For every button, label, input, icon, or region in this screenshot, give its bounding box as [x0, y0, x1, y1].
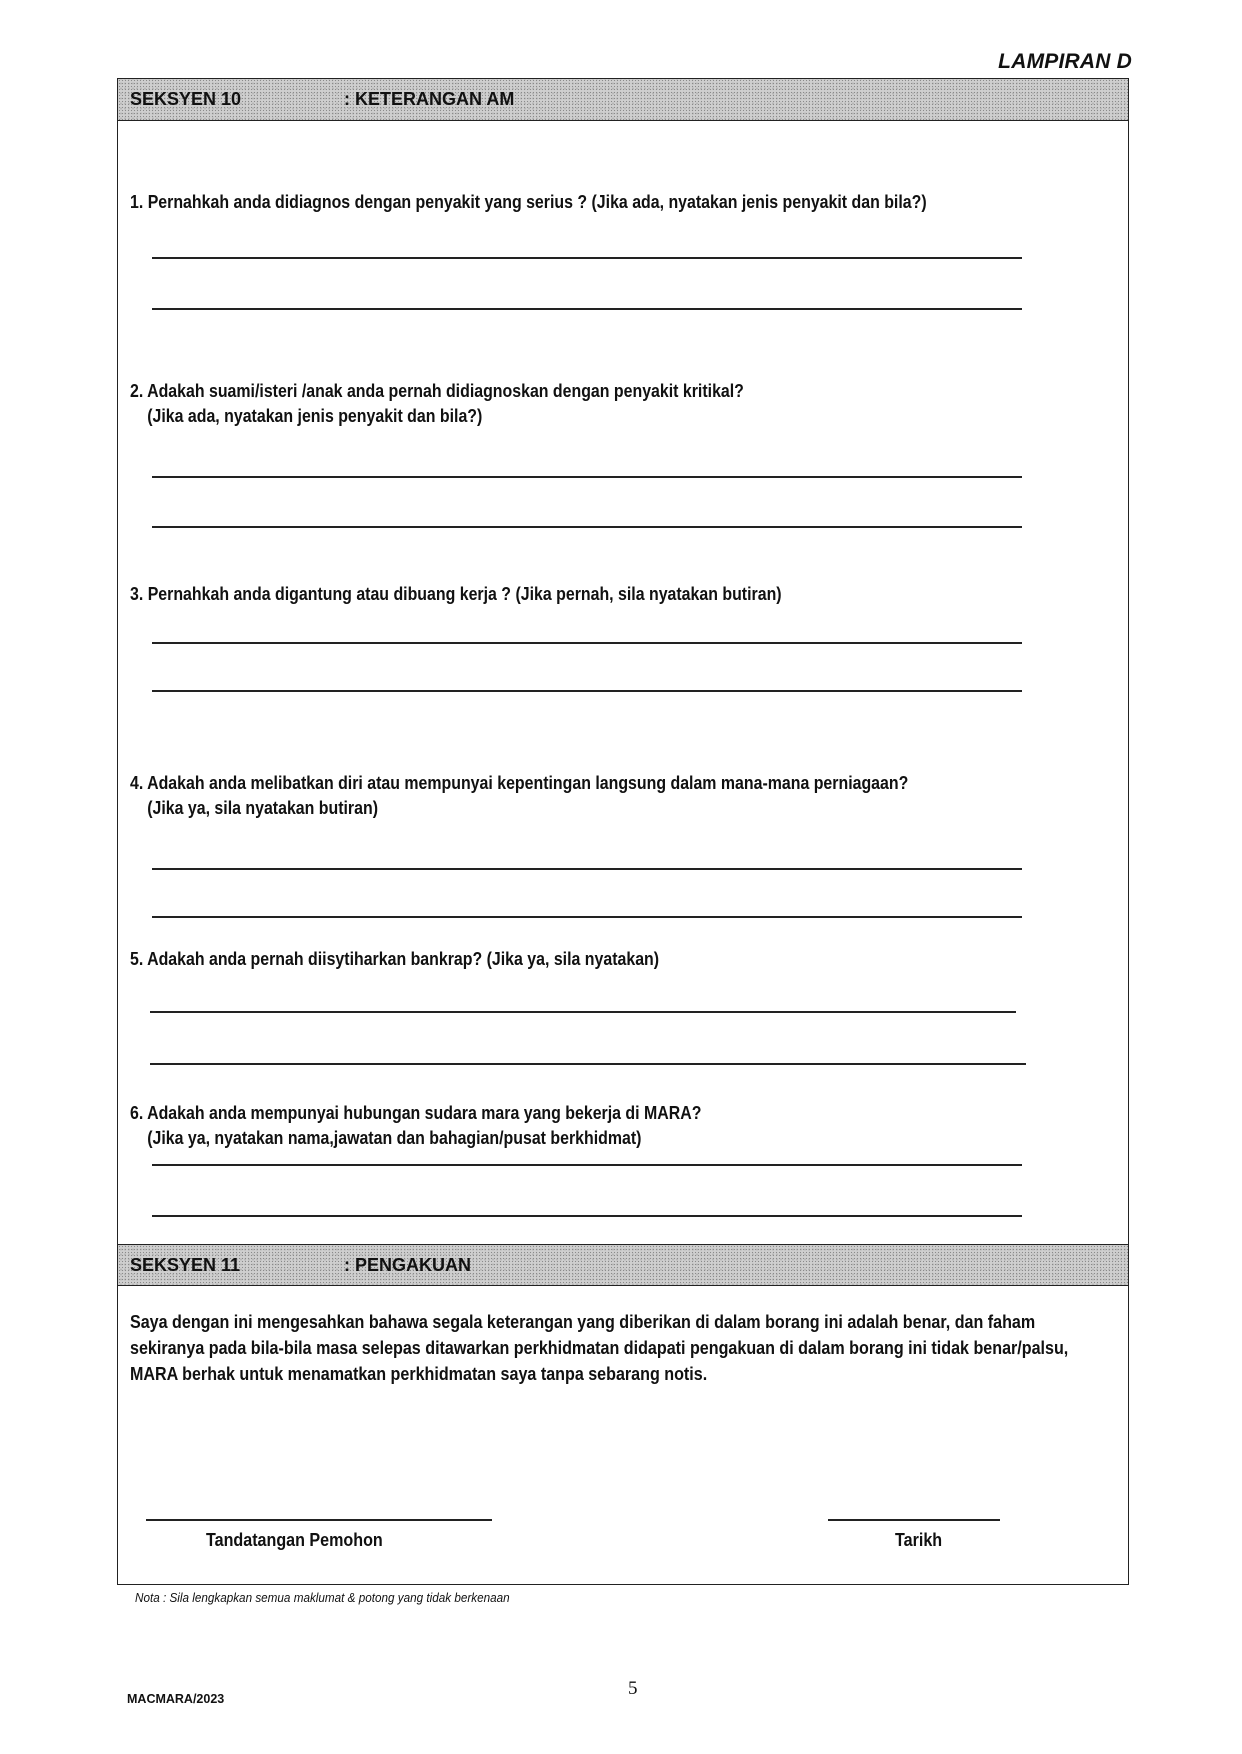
- declaration-text: Saya dengan ini mengesahkan bahawa segala keterangan yang diberikan di dalam borang ini adalah benar, dan faham sekiranya pada bila-bila masa selepas ditawarkan perkhidmatan didapati pengakuan di dalam borang ini tidak benar/palsu, MARA berhak untuk menamatkan perkhidmatan saya tanpa sebarang notis.: [130, 1311, 1069, 1384]
- section-11-number: SEKSYEN 11: [130, 1255, 241, 1275]
- section-10-title: : KETERANGAN AM: [344, 89, 515, 109]
- question-2-text: 2. Adakah suami/isteri /anak anda pernah didiagnoskan dengan penyakit kritikal?: [130, 380, 744, 401]
- answer-line-4b[interactable]: [152, 916, 1022, 918]
- question-6: [130, 1100, 701, 1150]
- question-1-text: 1. Pernahkah anda didiagnos dengan penyakit yang serius ? (Jika ada, nyatakan jenis penyakit dan bila?): [130, 191, 927, 212]
- answer-line-3a[interactable]: [152, 642, 1022, 644]
- question-4-text: 4. Adakah anda melibatkan diri atau mempunyai kepentingan langsung dalam mana-mana perniagaan?: [130, 772, 909, 793]
- date-label: Tarikh: [895, 1529, 943, 1550]
- answer-line-2b[interactable]: [152, 526, 1022, 528]
- footnote: Nota : Sila lengkapkan semua maklumat & potong yang tidak berkenaan: [135, 1590, 510, 1605]
- question-3-text: 3. Pernahkah anda digantung atau dibuang kerja ? (Jika pernah, sila nyatakan butiran): [130, 583, 782, 604]
- answer-line-4a[interactable]: [152, 868, 1022, 870]
- question-2: [130, 378, 744, 428]
- question-3: [130, 581, 782, 606]
- question-4: [130, 770, 908, 820]
- question-6-subtext: (Jika ya, nyatakan nama,jawatan dan bahagian/pusat berkhidmat): [147, 1127, 642, 1148]
- section-10-header: [118, 79, 1128, 121]
- question-4-subtext: (Jika ya, sila nyatakan butiran): [147, 797, 378, 818]
- answer-line-5b[interactable]: [150, 1063, 1026, 1065]
- form-code: MACMARA/2023: [127, 1692, 225, 1706]
- signature-line[interactable]: [146, 1519, 492, 1521]
- section-10-number: SEKSYEN 10: [130, 89, 242, 109]
- section-11-header: [118, 1244, 1128, 1286]
- answer-line-1b[interactable]: [152, 308, 1022, 310]
- section-11-title: : PENGAKUAN: [344, 1255, 472, 1275]
- answer-line-6b[interactable]: [152, 1215, 1022, 1217]
- signature-label: Tandatangan Pemohon: [206, 1529, 383, 1550]
- question-2-subtext: (Jika ada, nyatakan jenis penyakit dan bila?): [147, 405, 483, 426]
- answer-line-6a[interactable]: [152, 1164, 1022, 1166]
- answer-line-2a[interactable]: [152, 476, 1022, 478]
- question-5-text: 5. Adakah anda pernah diisytiharkan bankrap? (Jika ya, sila nyatakan): [130, 948, 660, 969]
- appendix-label: LAMPIRAN D: [998, 50, 1132, 73]
- answer-line-1a[interactable]: [152, 257, 1022, 259]
- page-number: 5: [628, 1678, 638, 1699]
- question-6-text: 6. Adakah anda mempunyai hubungan sudara mara yang bekerja di MARA?: [130, 1102, 702, 1123]
- question-1: [130, 189, 927, 214]
- date-line[interactable]: [828, 1519, 1000, 1521]
- answer-line-3b[interactable]: [152, 690, 1022, 692]
- form-frame: [117, 78, 1129, 1585]
- question-5: [130, 946, 659, 971]
- answer-line-5a[interactable]: [150, 1011, 1016, 1013]
